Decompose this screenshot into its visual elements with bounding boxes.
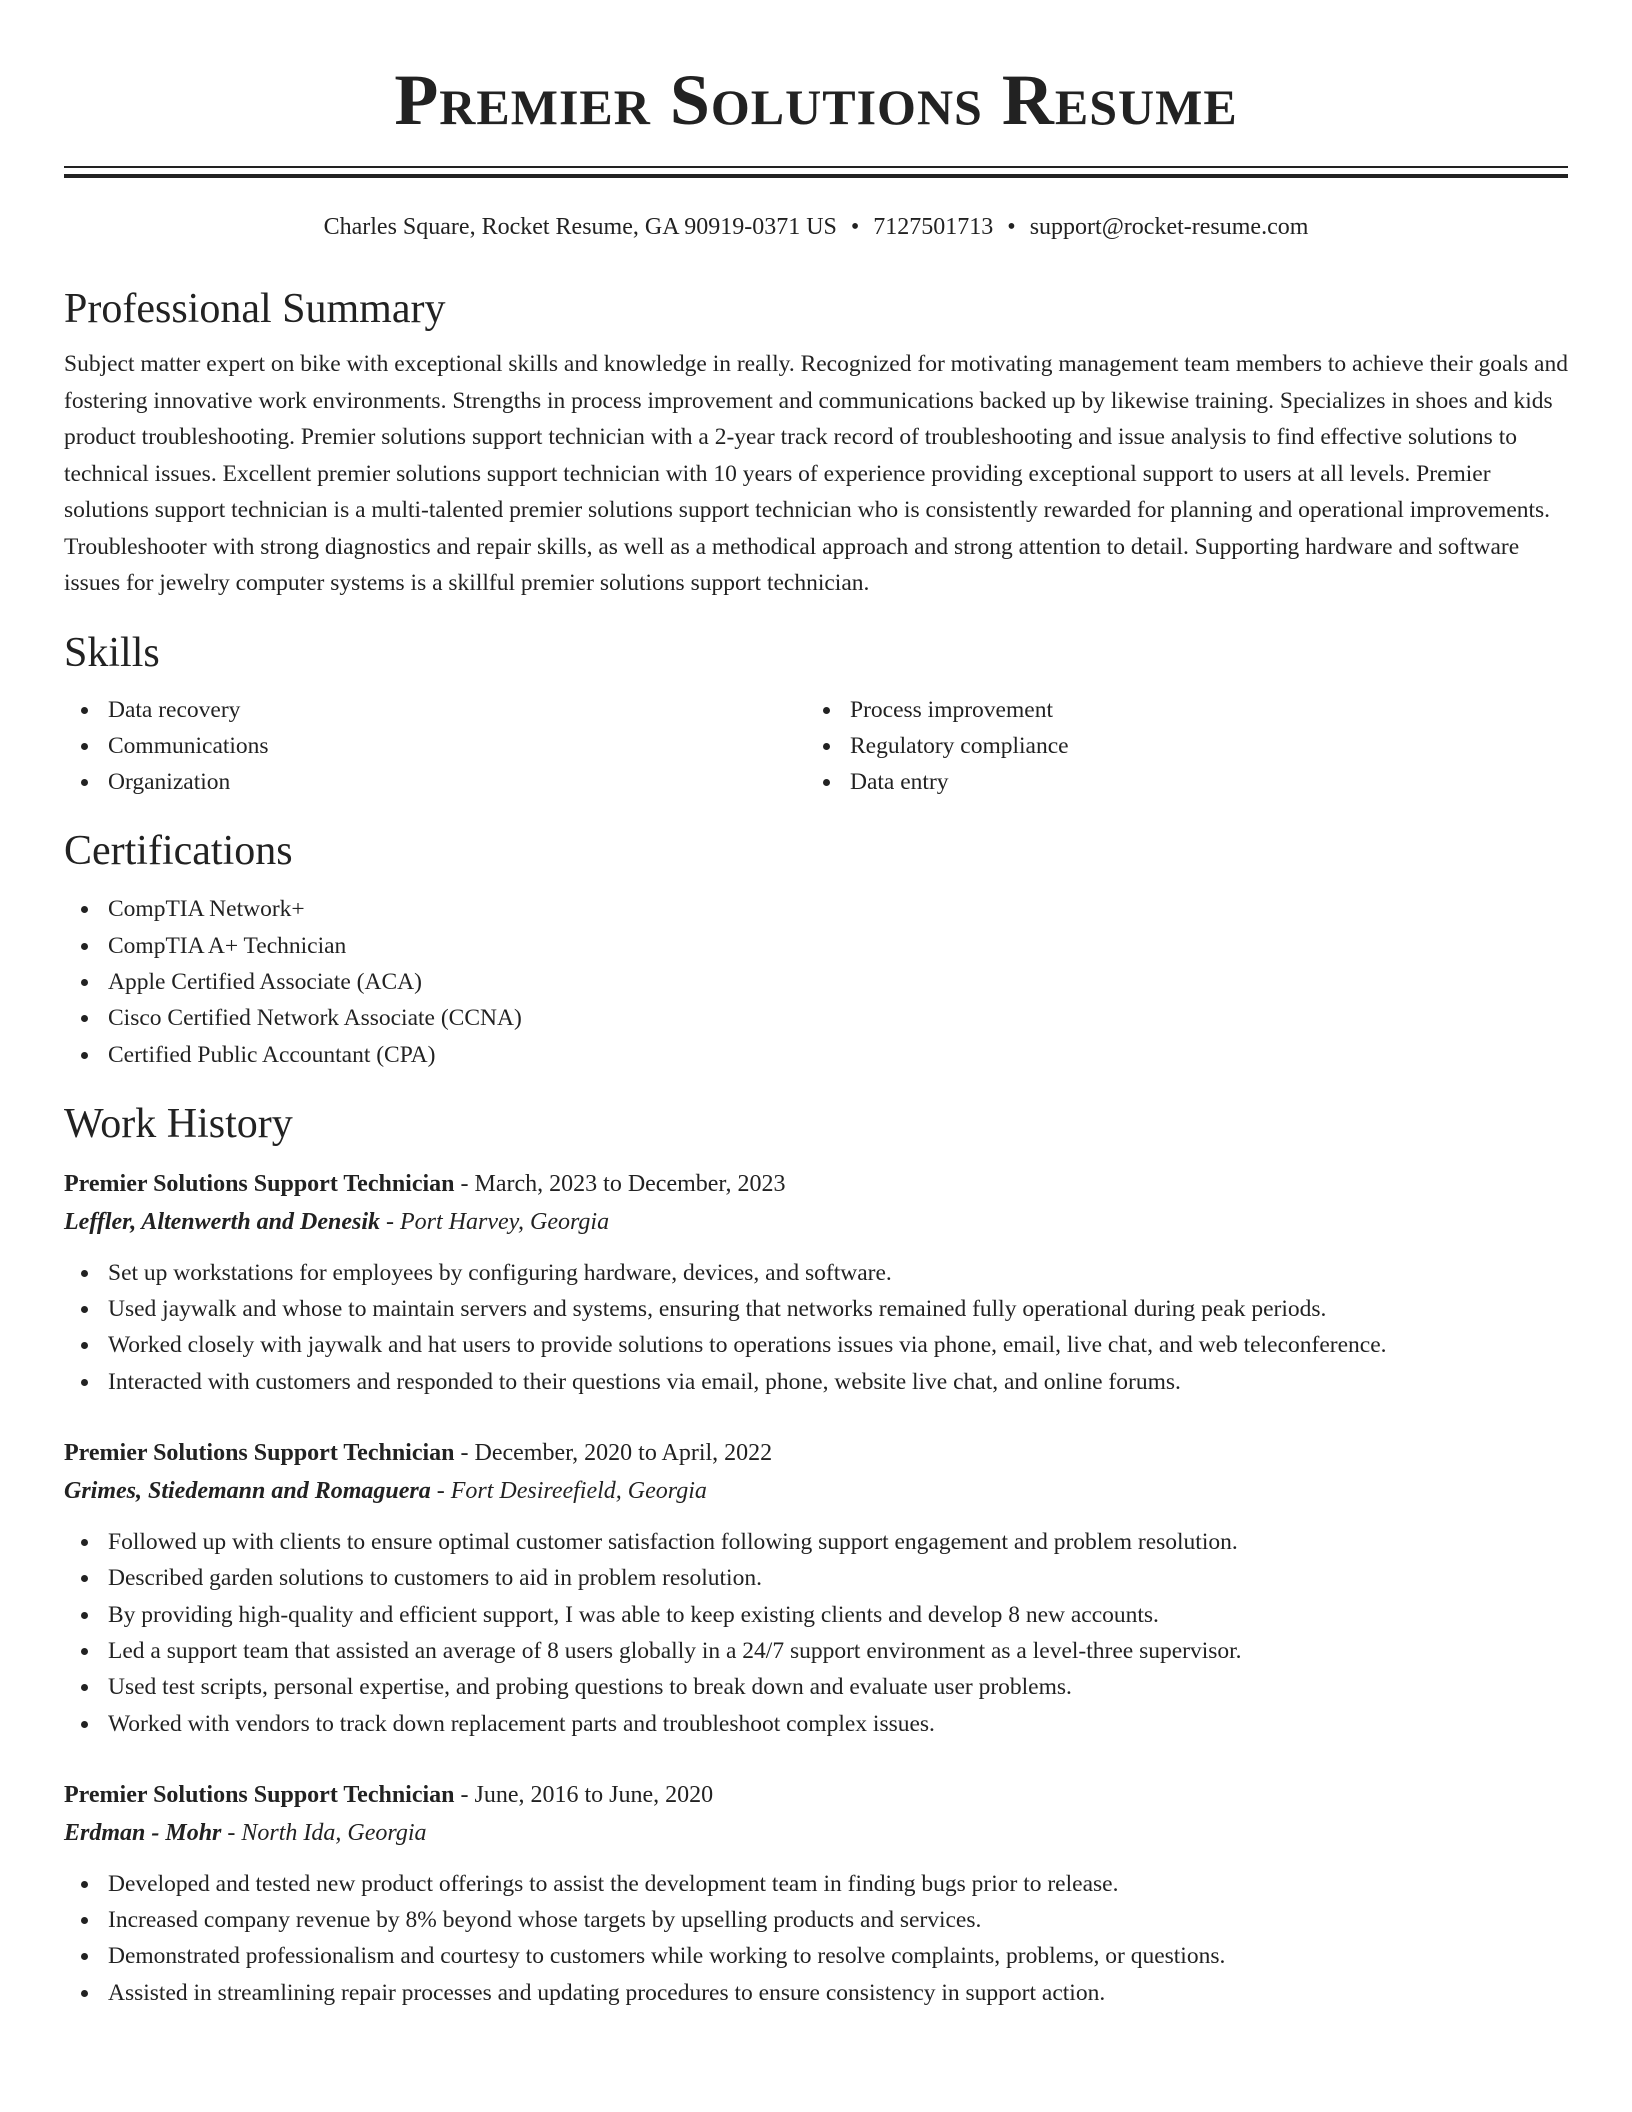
contact-separator: •: [1007, 214, 1016, 240]
certification-item: Cisco Certified Network Associate (CCNA): [64, 1000, 1568, 1036]
skills-section: [64, 628, 1568, 801]
job-employer: Erdman - Mohr - North Ida, Georgia: [64, 1819, 427, 1846]
job-title: Premier Solutions Support Technician: [64, 1170, 455, 1197]
job-location: North Ida, Georgia: [241, 1819, 427, 1846]
title-divider-thin: [64, 166, 1568, 168]
skills-list-right: [806, 692, 1548, 801]
job-bullet: Developed and tested new product offerings to assist the development team in finding bugs prior to release.: [64, 1866, 1568, 1902]
skill-item: Data entry: [806, 764, 1548, 800]
contact-phone: 7127501713: [873, 214, 994, 240]
summary-section: [64, 284, 1568, 602]
job-location: Port Harvey, Georgia: [400, 1208, 610, 1235]
skill-item: Process improvement: [806, 692, 1548, 728]
skill-item: Data recovery: [64, 692, 806, 728]
job-company: Grimes, Stiedemann and Romaguera: [64, 1478, 431, 1505]
job-header: Premier Solutions Support Technician - March, 2023 to December, 2023: [64, 1170, 786, 1197]
job-bullet: Set up workstations for employees by configuring hardware, devices, and software.: [64, 1255, 1568, 1291]
job-bullet: Led a support team that assisted an average of 8 users globally in a 24/7 support environment as a level-three supervisor.: [64, 1633, 1568, 1669]
resume-title: Premier Solutions Resume: [394, 60, 1238, 140]
summary-heading: Professional Summary: [64, 286, 446, 332]
skill-item: Regulatory compliance: [806, 728, 1548, 764]
job-dates: March, 2023 to December, 2023: [474, 1170, 786, 1197]
job-bullet: Worked closely with jaywalk and hat users to provide solutions to operations issues via phone, email, live chat, and web teleconference.: [64, 1327, 1568, 1363]
resume-page: [64, 0, 1568, 2011]
job-bullet: Worked with vendors to track down replacement parts and troubleshoot complex issues.: [64, 1706, 1568, 1742]
job-bullets: [64, 1524, 1568, 1742]
skills-grid: [64, 692, 1568, 801]
job-company: Erdman - Mohr: [64, 1819, 222, 1846]
job-bullet: Described garden solutions to customers to aid in problem resolution.: [64, 1560, 1568, 1596]
job-company: Leffler, Altenwerth and Denesik: [64, 1208, 381, 1235]
job-location: Fort Desireefield, Georgia: [450, 1478, 707, 1505]
work-history-heading: Work History: [64, 1100, 293, 1147]
certification-item: CompTIA Network+: [64, 891, 1568, 927]
contact-email: support@rocket-resume.com: [1029, 214, 1309, 240]
job-bullet: Followed up with clients to ensure optimal customer satisfaction following support engagement and problem resolution.: [64, 1524, 1568, 1560]
skills-list-left: [64, 692, 806, 801]
job-bullets: [64, 1866, 1568, 2011]
certifications-list: [64, 891, 1568, 1072]
job-dates: June, 2016 to June, 2020: [474, 1781, 714, 1808]
certification-item: Certified Public Accountant (CPA): [64, 1037, 1568, 1073]
summary-text: Subject matter expert on bike with exceptional skills and knowledge in really. Recognized for motivating management team members to achieve their goals and fostering innovative work environments. Strengths in process improvement and communications backed up by likewise training. Specializes in shoes and kids product troubleshooting. Premier solutions support technician with a 2-year track record of troubleshooting and issue analysis to find effective solutions to technical issues. Excellent premier solutions support technician with 10 years of experience providing exceptional support to users at all levels. Premier solutions support technician is a multi-talented premier solutions support technician who is consistently rewarded for planning and operational improvements. Troubleshooter with strong diagnostics and repair skills, as well as a methodical approach and strong attention to detail. Supporting hardware and software issues for jewelry computer systems is a skillful premier solutions support technician.: [64, 351, 1568, 596]
certification-item: CompTIA A+ Technician: [64, 928, 1568, 964]
job-entry: [64, 1776, 1568, 2011]
job-bullet: By providing high-quality and efficient support, I was able to keep existing clients and develop 8 new accounts.: [64, 1597, 1568, 1633]
job-header: Premier Solutions Support Technician - June, 2016 to June, 2020: [64, 1781, 714, 1808]
work-history-section: [64, 1099, 1568, 2011]
job-bullets: [64, 1255, 1568, 1400]
job-bullet: Used jaywalk and whose to maintain servers and systems, ensuring that networks remained fully operational during peak periods.: [64, 1291, 1568, 1327]
job-bullet: Used test scripts, personal expertise, and probing questions to break down and evaluate user problems.: [64, 1669, 1568, 1705]
job-entry: [64, 1434, 1568, 1742]
skills-heading: Skills: [64, 629, 160, 676]
certifications-section: [64, 826, 1568, 1072]
skill-item: Communications: [64, 728, 806, 764]
job-title: Premier Solutions Support Technician: [64, 1440, 455, 1467]
job-bullet: Interacted with customers and responded to their questions via email, phone, website live chat, and online forums.: [64, 1364, 1568, 1400]
job-bullet: Demonstrated professionalism and courtesy to customers while working to resolve complaints, problems, or questions.: [64, 1938, 1568, 1974]
job-header: Premier Solutions Support Technician - December, 2020 to April, 2022: [64, 1440, 773, 1467]
job-title: Premier Solutions Support Technician: [64, 1781, 455, 1808]
contact-separator: •: [850, 214, 860, 240]
contact-address: Charles Square, Rocket Resume, GA 90919-0371 US: [323, 214, 837, 240]
job-employer: Grimes, Stiedemann and Romaguera - Fort Desireefield, Georgia: [64, 1478, 707, 1505]
job-bullet: Increased company revenue by 8% beyond whose targets by upselling products and services.: [64, 1902, 1568, 1938]
job-employer: Leffler, Altenwerth and Denesik - Port Harvey, Georgia: [64, 1208, 610, 1235]
skill-item: Organization: [64, 764, 806, 800]
contact-line: [64, 212, 1568, 242]
certification-item: Apple Certified Associate (ACA): [64, 964, 1568, 1000]
job-entry: [64, 1165, 1568, 1400]
job-bullet: Assisted in streamlining repair processes and updating procedures to ensure consistency in support action.: [64, 1975, 1568, 2011]
job-dates: December, 2020 to April, 2022: [474, 1440, 773, 1467]
certifications-heading: Certifications: [64, 828, 293, 875]
title-divider-thick: [64, 174, 1568, 178]
